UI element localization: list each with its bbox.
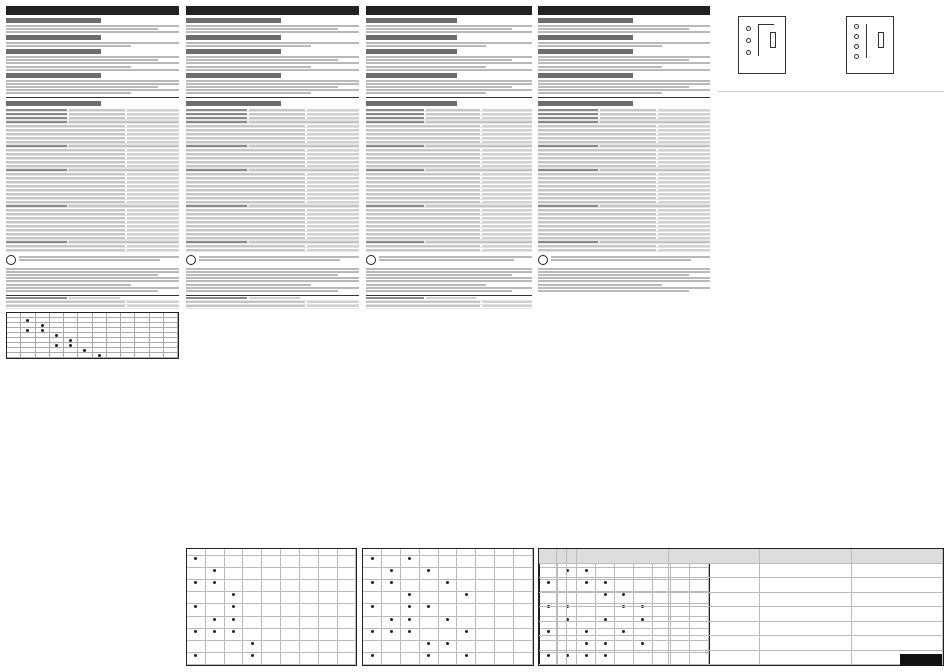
brand-logo: [900, 654, 942, 666]
technical-data-table: [366, 97, 532, 252]
column-banner-en: [366, 6, 532, 15]
ul-logo-icon: [366, 255, 376, 265]
column-es: [6, 6, 179, 666]
section-text-block: [6, 18, 179, 94]
dip-s1-table: [6, 312, 179, 359]
column-banner-fr: [186, 6, 359, 15]
technical-data-table: [538, 97, 710, 252]
sensor-resistor-icon: [770, 32, 776, 48]
ul-listing-block: [186, 255, 359, 265]
dip-s2-table-1: [186, 548, 357, 666]
technical-data-table: [6, 97, 179, 252]
dip-s2-table-2: [362, 548, 533, 666]
column-banner-de: [538, 6, 710, 15]
sensor-resistor-icon: [878, 32, 884, 48]
ul-logo-icon: [6, 255, 16, 265]
ul-listing-block: [366, 255, 532, 265]
ul-logo-icon: [538, 255, 548, 265]
connection-figures: [718, 6, 944, 92]
dip-s3-table: [538, 548, 944, 666]
column-banner-es: [6, 6, 179, 15]
ul-listing-block: [6, 255, 179, 265]
ul-logo-icon: [186, 255, 196, 265]
ul-listing-block: [538, 255, 710, 265]
technical-data-table: [186, 97, 359, 252]
